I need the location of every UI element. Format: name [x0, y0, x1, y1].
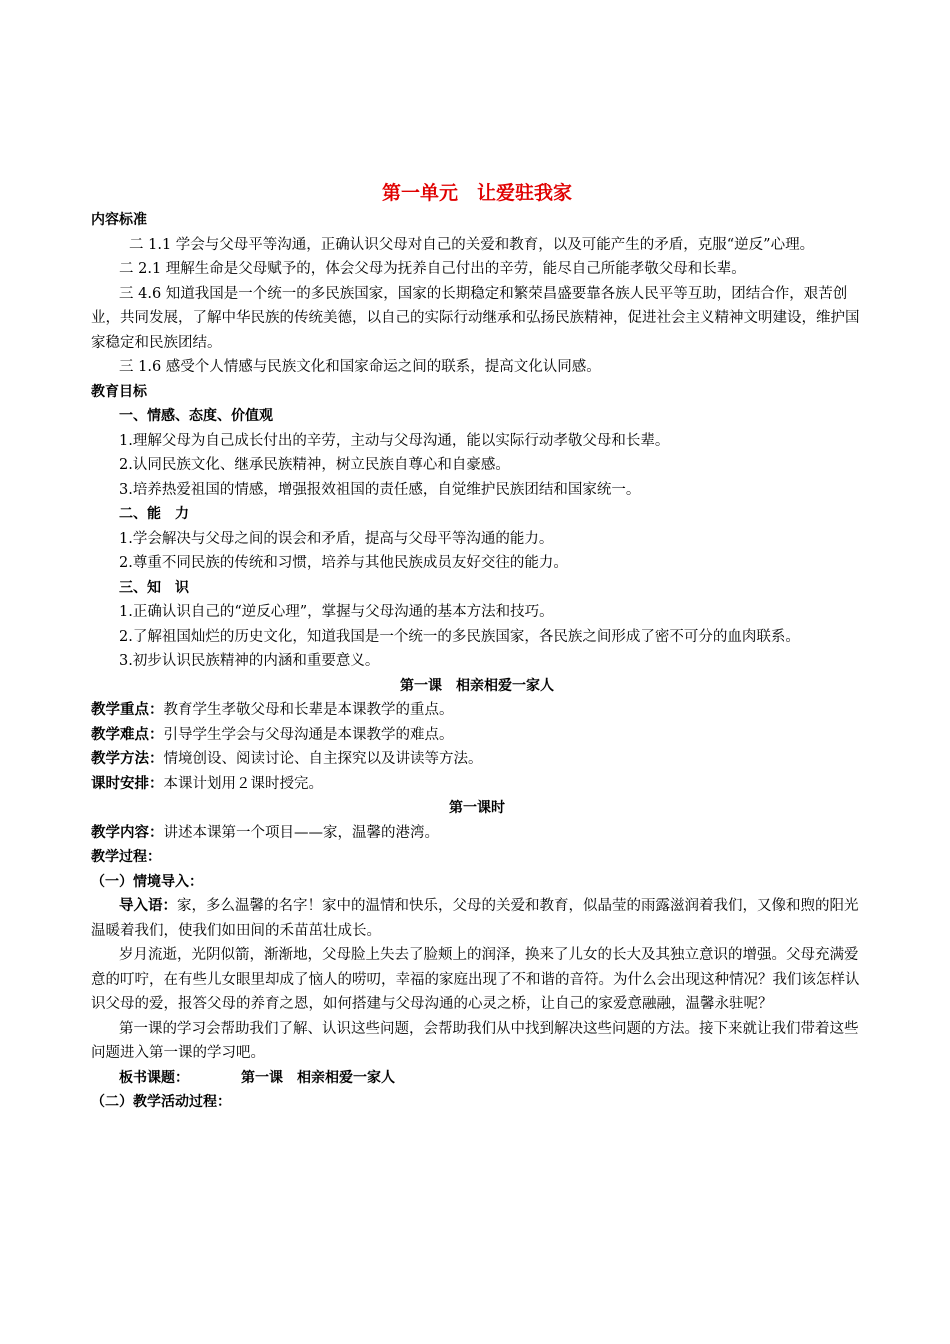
goal-section-title: 二、能 力: [119, 506, 189, 522]
teaching-content: [91, 821, 863, 846]
period-title: 第一课时: [449, 800, 505, 816]
goal-item: 1.学会解决与父母之间的误会和矛盾，提高与父母平等沟通的能力。: [119, 530, 554, 547]
goal-item: 3.初步认识民族精神的内涵和重要意义。: [119, 653, 380, 669]
step-two-heading: （二）教学活动过程：: [91, 1094, 231, 1110]
goals-heading: 教育目标: [91, 383, 147, 400]
goal-item: 1.理解父母为自己成长付出的辛劳，主动与父母沟通，能以实际行动孝敬父母和长辈。: [119, 432, 670, 449]
schedule-text: 本课计划用２课时授完。: [163, 775, 323, 792]
step-one-heading: （一）情境导入：: [91, 873, 203, 890]
standard-item: 二 2.1 理解生命是父母赋予的，体会父母为抚养自己付出的辛劳，能尽自己所能孝敬父母和长辈。: [119, 261, 746, 277]
difficulty-label: 教学难点：: [91, 726, 164, 743]
document-page: [91, 178, 863, 1115]
intro-text: 家，多么温馨的名字！家中的温情和快乐，父母的关爱和教育，似晶莹的雨露滋润着我们，又像和煦的阳光温暖着我们，使我们如田间的禾苗茁壮成长。: [91, 898, 859, 939]
standard-item: 三 1.6 感受个人情感与民族文化和国家命运之间的联系，提高文化认同感。: [119, 359, 601, 375]
goal-item: 2.认同民族文化、继承民族精神，树立民族自尊心和自豪感。: [119, 457, 510, 473]
focus-label: 教学重点：: [91, 702, 164, 718]
teaching-method: [91, 747, 863, 772]
standard-item: 三 4.6 知道我国是一个统一的多民族国家，国家的长期稳定和繁荣昌盛要靠各族人民平等互助，团结合作，艰苦创业，共同发展，了解中华民族的传统美德，以自己的实际行动继承和弘扬民族精神，促进社会主义精神文明建设，维护国家稳定和民族团结。: [91, 285, 860, 351]
goal-item: 3.培养热爱祖国的情感，增强报效祖国的责任感，自觉维护民族团结和国家统一。: [119, 481, 641, 498]
standard-item: 二 1.1 学会与父母平等沟通，正确认识父母对自己的关爱和教育，以及可能产生的矛盾，克服“逆反”心理。: [129, 236, 815, 253]
goal-section-title: 一、情感、态度、价值观: [119, 408, 273, 424]
content-text: 讲述本课第一个项目——家，温馨的港湾。: [163, 824, 439, 841]
goal-item: 1.正确认识自己的“逆反心理”，掌握与父母沟通的基本方法和技巧。: [119, 604, 554, 620]
intro-label: 导入语：: [119, 898, 177, 914]
goal-item: 2.了解祖国灿烂的历史文化，知道我国是一个统一的多民族国家，各民族之间形成了密不可分的血肉联系。: [119, 628, 800, 645]
content-label: 教学内容：: [91, 824, 164, 841]
schedule-label: 课时安排：: [91, 775, 164, 792]
class-schedule: [91, 772, 863, 797]
goal-item: 2.尊重不同民族的传统和习惯，培养与其他民族成员友好交往的能力。: [119, 555, 568, 571]
paragraph: 岁月流逝，光阴似箭，渐渐地，父母脸上失去了脸颊上的润泽，换来了儿女的长大及其独立意识的增强。父母充满爱意的叮咛，在有些儿女眼里却成了恼人的唠叨，幸福的家庭出现了不和谐的音符。为什么会出现这种情况？我们该怎样认识父母的爱，报答父母的养育之恩，如何搭建与父母沟通的心灵之桥，让自己的家爱意融融，温馨永驻呢？: [91, 947, 860, 1012]
method-label: 教学方法：: [91, 751, 164, 767]
method-text: 情境创设、阅读讨论、自主探究以及讲读等方法。: [163, 751, 483, 767]
board-label: 板书课题：: [119, 1069, 189, 1086]
difficulty-text: 引导学生学会与父母沟通是本课教学的难点。: [163, 726, 454, 743]
focus-text: 教育学生孝敬父母和长辈是本课教学的重点。: [163, 702, 454, 718]
board-title-line: [91, 1066, 863, 1091]
content-standard-heading: 内容标准: [91, 212, 147, 228]
goal-section-title: 三、知 识: [119, 579, 189, 596]
intro-paragraph: [91, 894, 863, 943]
unit-title: 第一单元 让爱驻我家: [381, 182, 572, 204]
lesson-title: 第一课 相亲相爱一家人: [400, 677, 554, 694]
board-lesson-title: 第一课 相亲相爱一家人: [241, 1069, 395, 1086]
teaching-difficulty: [91, 723, 863, 748]
process-heading: 教学过程：: [91, 849, 161, 865]
teaching-focus: [91, 698, 863, 723]
paragraph: 第一课的学习会帮助我们了解、认识这些问题，会帮助我们从中找到解决这些问题的方法。接下来就让我们带着这些问题进入第一课的学习吧。: [91, 1020, 859, 1061]
